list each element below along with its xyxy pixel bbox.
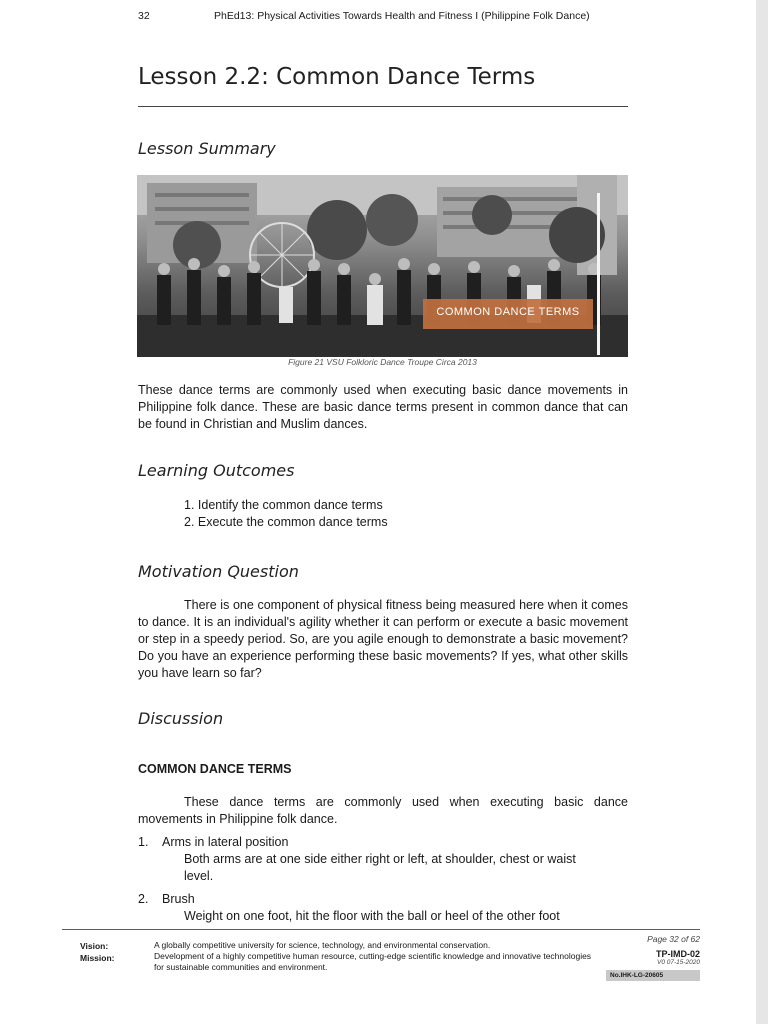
learning-outcomes-list — [184, 497, 388, 531]
lesson-title: Lesson 2.2: Common Dance Terms — [138, 64, 536, 90]
footer-labels — [80, 940, 114, 964]
footer-divider — [62, 929, 700, 930]
motivation-question-heading: Motivation Question — [138, 562, 299, 581]
outcome-item: 1. Identify the common dance terms — [184, 498, 383, 512]
mission-label: Mission: — [80, 953, 115, 963]
vision-label: Vision: — [80, 941, 109, 951]
page-of-total: Page 32 of 62 — [647, 934, 700, 944]
term-number: 2. — [138, 892, 149, 906]
header-page-number: 32 — [138, 10, 150, 22]
document-number-badge: No.IHK-LG-20605 — [606, 970, 700, 981]
summary-paragraph: These dance terms are commonly used when executing basic dance movements in Philippine folk dance. These are basic dance terms present in common dance that can be found in Christian and Muslim dances. — [138, 383, 628, 431]
vision-text: A globally competitive university for science, technology, and environmental conservation. — [154, 940, 491, 950]
term-number: 1. — [138, 835, 149, 849]
lesson-summary-heading: Lesson Summary — [138, 139, 276, 158]
header-course-title: PhEd13: Physical Activities Towards Health and Fitness I (Philippine Folk Dance) — [214, 10, 590, 22]
term-name: Brush — [162, 892, 195, 906]
photo-overlay-caption: COMMON DANCE TERMS — [436, 306, 580, 318]
running-header — [138, 10, 628, 22]
dance-troupe-photo — [137, 175, 628, 357]
discussion-heading: Discussion — [138, 709, 224, 728]
common-dance-terms-subheading: COMMON DANCE TERMS — [138, 762, 292, 776]
footer-document-info — [606, 934, 700, 981]
outcome-item: 2. Execute the common dance terms — [184, 515, 388, 529]
term-description: Weight on one foot, hit the floor with the ball or heel of the other foot — [184, 909, 560, 923]
page-edge — [756, 0, 768, 1024]
term-item — [138, 891, 195, 908]
mission-text: Development of a highly competitive human resource, cutting-edge scientific knowledge and innovative technologies for sustainable communities and environment. — [154, 951, 592, 972]
footer-statements — [154, 940, 594, 973]
motivation-paragraph: There is one component of physical fitness being measured here when it comes to dance. It is an individual's agility whether it can perform or execute a basic movement or step in a speedy period. So, are you agile enough to demonstrate a basic movement? Do you have an experience performing these basic movements? If yes, what other skills you have learn so far? — [138, 598, 628, 680]
document-version: V0 07-15-2020 — [656, 959, 700, 966]
learning-outcomes-heading: Learning Outcomes — [138, 461, 295, 480]
document-code: TP-IMD-02 — [655, 949, 700, 959]
discussion-intro: These dance terms are commonly used when executing basic dance movements in Philippine folk dance. — [138, 795, 628, 826]
figure-caption: Figure 21 VSU Folkloric Dance Troupe Circa 2013 — [288, 357, 477, 367]
term-item — [138, 834, 288, 851]
term-description: Both arms are at one side either right or left, at shoulder, chest or waist level. — [184, 852, 576, 883]
photo-illustration — [137, 175, 628, 357]
title-divider — [138, 106, 628, 107]
term-name: Arms in lateral position — [162, 835, 289, 849]
